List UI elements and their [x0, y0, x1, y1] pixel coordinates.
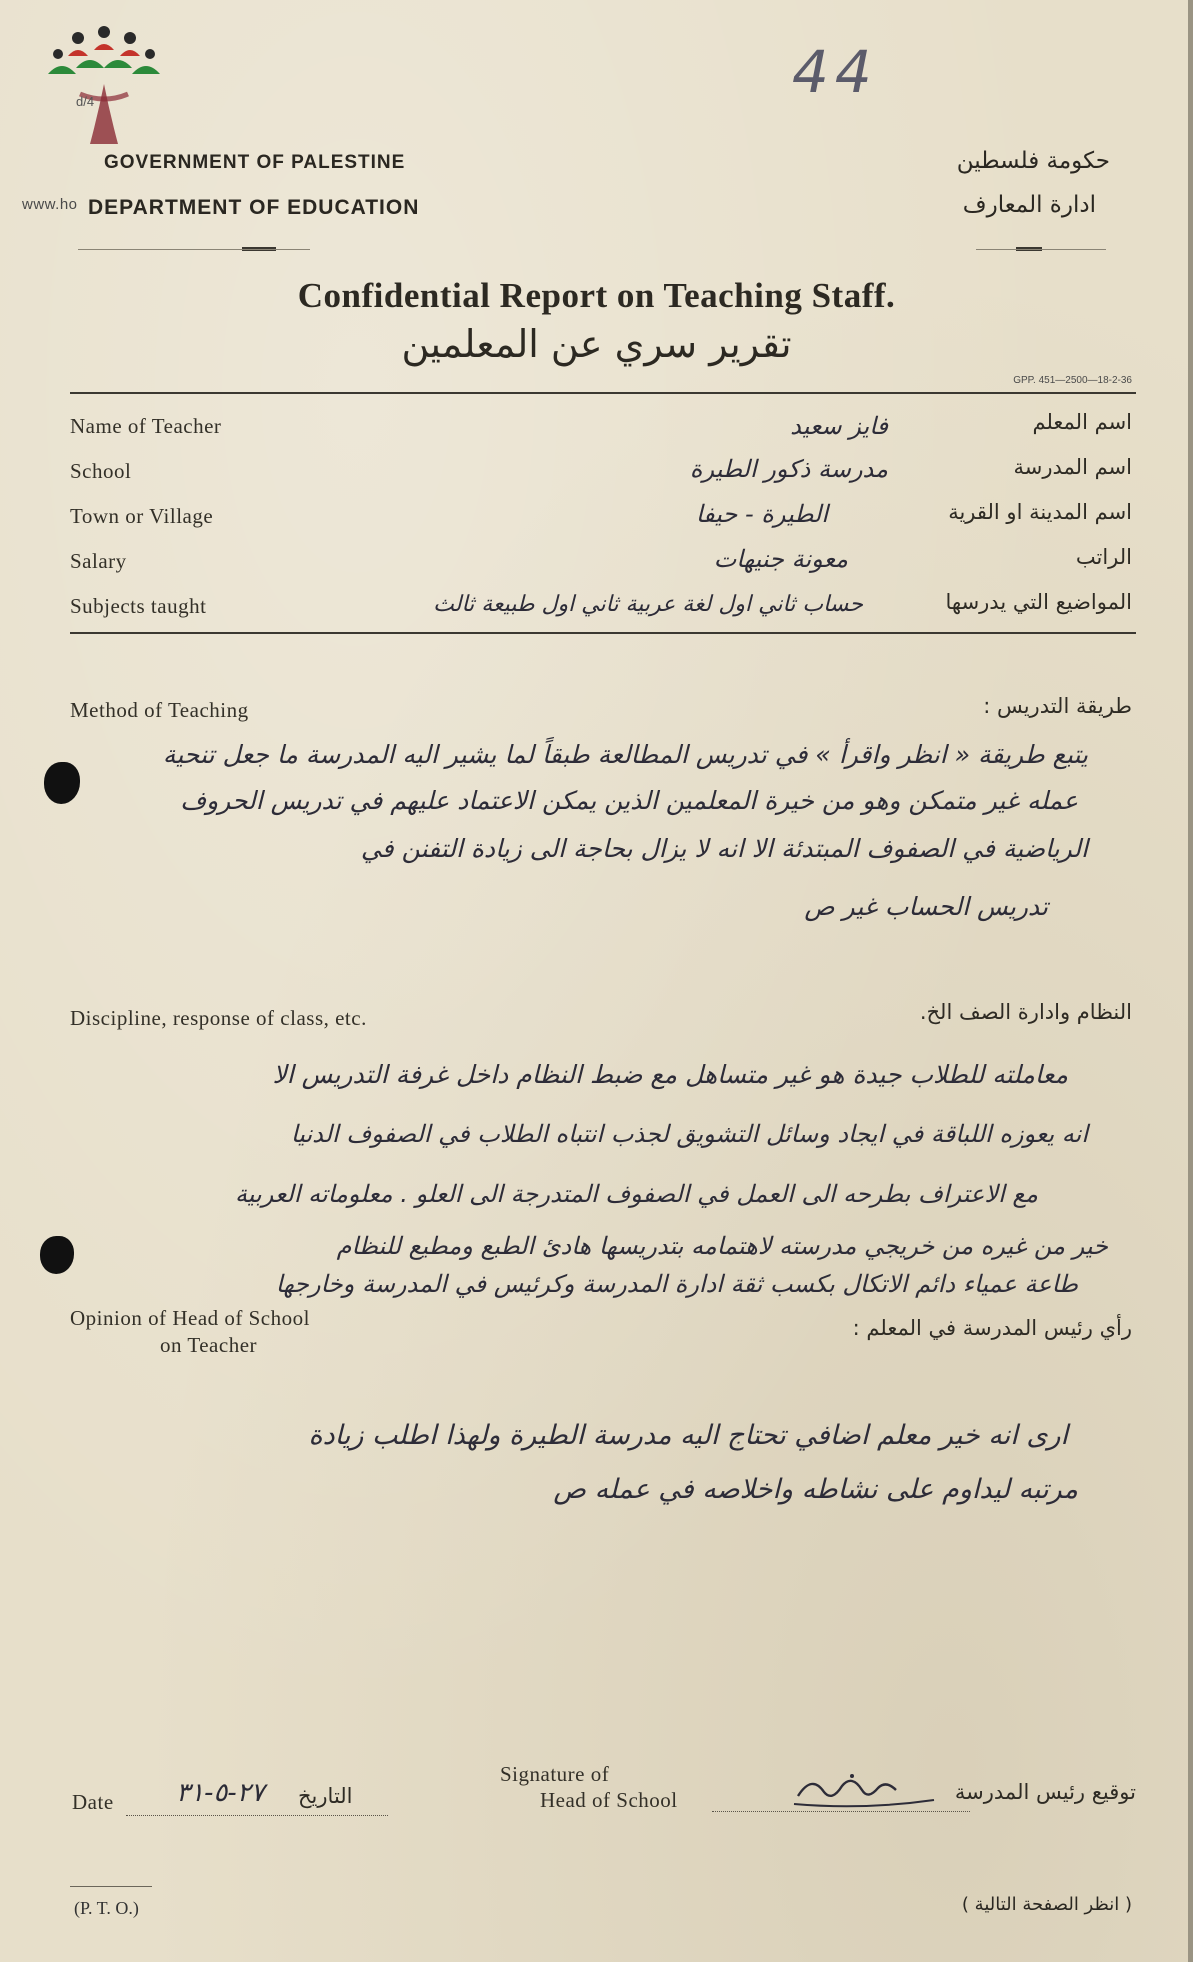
field-label-ar: الراتب — [1075, 545, 1132, 569]
department-label: DEPARTMENT OF EDUCATION — [88, 196, 420, 219]
signature-label-line1: Signature of — [500, 1762, 610, 1786]
signature-label-line2: Head of School — [540, 1788, 678, 1812]
government-label-ar: حكومة فلسطين — [956, 148, 1110, 174]
page-number: 44 — [792, 38, 878, 106]
report-title-ar: تقرير سري عن المعلمين — [401, 322, 792, 366]
field-label-ar: اسم المدينة او القرية — [948, 500, 1132, 524]
field-label: School — [70, 459, 132, 483]
discipline-line-4: خير من غيره من خريجي مدرسته لاهتمامه بتدريسها هادئ الطبع ومطيع للنظام — [336, 1232, 1108, 1260]
discipline-line-5: طاعة عمياء دائم الاتكال بكسب ثقة ادارة المدرسة وكرئيس في المدرسة وخارجها — [275, 1270, 1078, 1298]
ink-blot — [44, 762, 80, 804]
field-value: حساب ثاني اول لغة عربية ثاني اول طبيعة ثالث — [433, 592, 863, 617]
government-label: GOVERNMENT OF PALESTINE — [104, 152, 406, 173]
watermark-site-text: www.ho — [22, 196, 78, 213]
field-value: معونة جنيهات — [713, 545, 848, 573]
method-line-1: يتبع طريقة « انظر واقرأ » في تدريس المطالعة طبقاً لما يشير اليه المدرسة ما جعل تنحية — [162, 740, 1088, 769]
method-line-2: عمله غير متمكن وهو من خيرة المعلمين الذين يمكن الاعتماد عليهم في تدريس الحروف — [180, 786, 1078, 815]
field-label: Town or Village — [70, 504, 214, 528]
field-label: Subjects taught — [70, 594, 207, 618]
discipline-line-1: معاملته للطلاب جيدة هو غير متساهل مع ضبط النظام داخل غرفة التدريس الا — [272, 1060, 1068, 1089]
top-rule — [70, 392, 1136, 394]
print-code: GPP. 451—2500—18-2-36 — [1013, 375, 1132, 386]
date-line — [126, 1815, 388, 1816]
section-label-ar: رأي رئيس المدرسة في المعلم : — [852, 1316, 1132, 1340]
form-number: d/4 — [76, 94, 95, 109]
head-signature — [792, 1766, 942, 1810]
method-line-3: الرياضية في الصفوف المبتدئة الا انه لا يزال بحاجة الى زيادة التفنن في — [360, 834, 1088, 863]
section-label: Discipline, response of class, etc. — [70, 1006, 367, 1030]
signature-label-ar: توقيع رئيس المدرسة — [954, 1780, 1136, 1804]
date-label: Date — [72, 1790, 114, 1814]
opinion-line-1: ارى انه خير معلم اضافي تحتاج اليه مدرسة الطيرة ولهذا اطلب زيادة — [308, 1420, 1068, 1451]
pto-label-ar: ( انظر الصفحة التالية ) — [961, 1894, 1132, 1915]
section-label-ar: النظام وادارة الصف الخ. — [919, 1000, 1132, 1024]
date-value: ٢٧-٥-٣١ — [176, 1778, 265, 1808]
field-label-ar: المواضيع التي يدرسها — [945, 590, 1132, 614]
section-label: Opinion of Head of School — [70, 1306, 310, 1330]
field-value: الطيرة - حيفا — [695, 500, 828, 528]
discipline-line-2: انه يعوزه اللباقة في ايجاد وسائل التشويق لجذب انتباه الطلاب في الصفوف الدنيا — [290, 1120, 1088, 1148]
opinion-line-2: مرتبه ليداوم على نشاطه واخلاصه في عمله ص — [553, 1474, 1078, 1505]
department-label-ar: ادارة المعارف — [962, 192, 1096, 218]
field-label: Salary — [70, 549, 127, 573]
section-label-ar: طريقة التدريس : — [983, 694, 1132, 718]
ink-blot — [40, 1236, 74, 1274]
section-label: Method of Teaching — [70, 698, 249, 722]
header-rule-right — [976, 249, 1106, 250]
signature-line — [712, 1811, 970, 1812]
discipline-line-3: مع الاعتراف بطرحه الى العمل في الصفوف المتدرجة الى العلو . معلوماته العربية — [234, 1180, 1038, 1208]
field-value: فايز سعيد — [790, 412, 888, 440]
field-label: Name of Teacher — [70, 414, 222, 438]
header-rule-left — [78, 249, 310, 250]
pto-rule — [70, 1886, 152, 1887]
pto-label: (P. T. O.) — [74, 1898, 139, 1918]
report-title: Confidential Report on Teaching Staff. — [297, 276, 896, 315]
field-value: مدرسة ذكور الطيرة — [689, 455, 888, 483]
method-line-5: تدريس الحساب غير ص — [804, 892, 1048, 921]
section-label-line2: on Teacher — [160, 1333, 258, 1357]
fields-bottom-rule — [70, 632, 1136, 634]
date-label-ar: التاريخ — [298, 1784, 353, 1808]
field-label-ar: اسم المدرسة — [1013, 455, 1132, 479]
field-label-ar: اسم المعلم — [1032, 410, 1132, 434]
